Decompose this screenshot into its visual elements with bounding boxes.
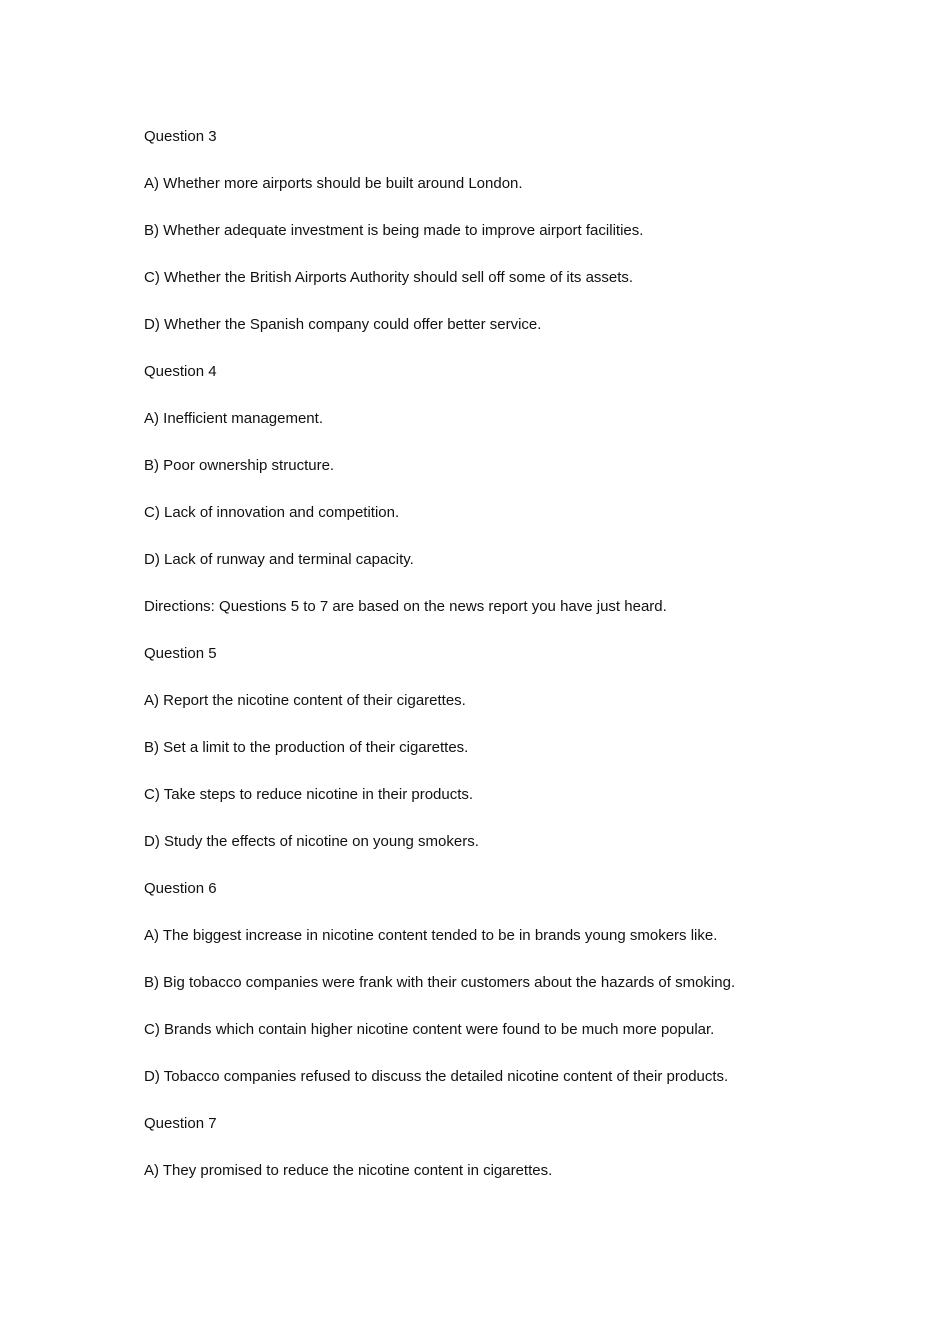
answer-option: D) Whether the Spanish company could offer better service.	[144, 316, 542, 333]
answer-option: C) Take steps to reduce nicotine in their products.	[144, 786, 474, 803]
answer-option: A) The biggest increase in nicotine content tended to be in brands young smokers like.	[144, 927, 718, 944]
answer-option: D) Lack of runway and terminal capacity.	[144, 551, 414, 568]
question-heading: Question 7	[144, 1115, 217, 1132]
directions-text: Directions: Questions 5 to 7 are based on the news report you have just heard.	[144, 598, 667, 615]
answer-option: A) Inefficient management.	[144, 410, 323, 427]
question-heading: Question 4	[144, 363, 217, 380]
answer-option: A) They promised to reduce the nicotine content in cigarettes.	[144, 1162, 553, 1179]
answer-option: C) Brands which contain higher nicotine content were found to be much more popular.	[144, 1021, 715, 1038]
question-heading: Question 6	[144, 880, 217, 897]
answer-option: B) Set a limit to the production of their cigarettes.	[144, 739, 469, 756]
answer-option: B) Whether adequate investment is being made to improve airport facilities.	[144, 222, 644, 239]
answer-option: D) Study the effects of nicotine on young smokers.	[144, 833, 479, 850]
answer-option: A) Report the nicotine content of their cigarettes.	[144, 692, 466, 709]
answer-option: C) Whether the British Airports Authority should sell off some of its assets.	[144, 269, 634, 286]
answer-option: B) Poor ownership structure.	[144, 457, 335, 474]
question-heading: Question 3	[144, 128, 217, 145]
document-body	[144, 126, 844, 1207]
question-heading: Question 5	[144, 645, 217, 662]
answer-option: D) Tobacco companies refused to discuss the detailed nicotine content of their products.	[144, 1068, 729, 1085]
answer-option: C) Lack of innovation and competition.	[144, 504, 400, 521]
answer-option: A) Whether more airports should be built around London.	[144, 175, 523, 192]
answer-option: B) Big tobacco companies were frank with their customers about the hazards of smoking.	[144, 974, 736, 991]
